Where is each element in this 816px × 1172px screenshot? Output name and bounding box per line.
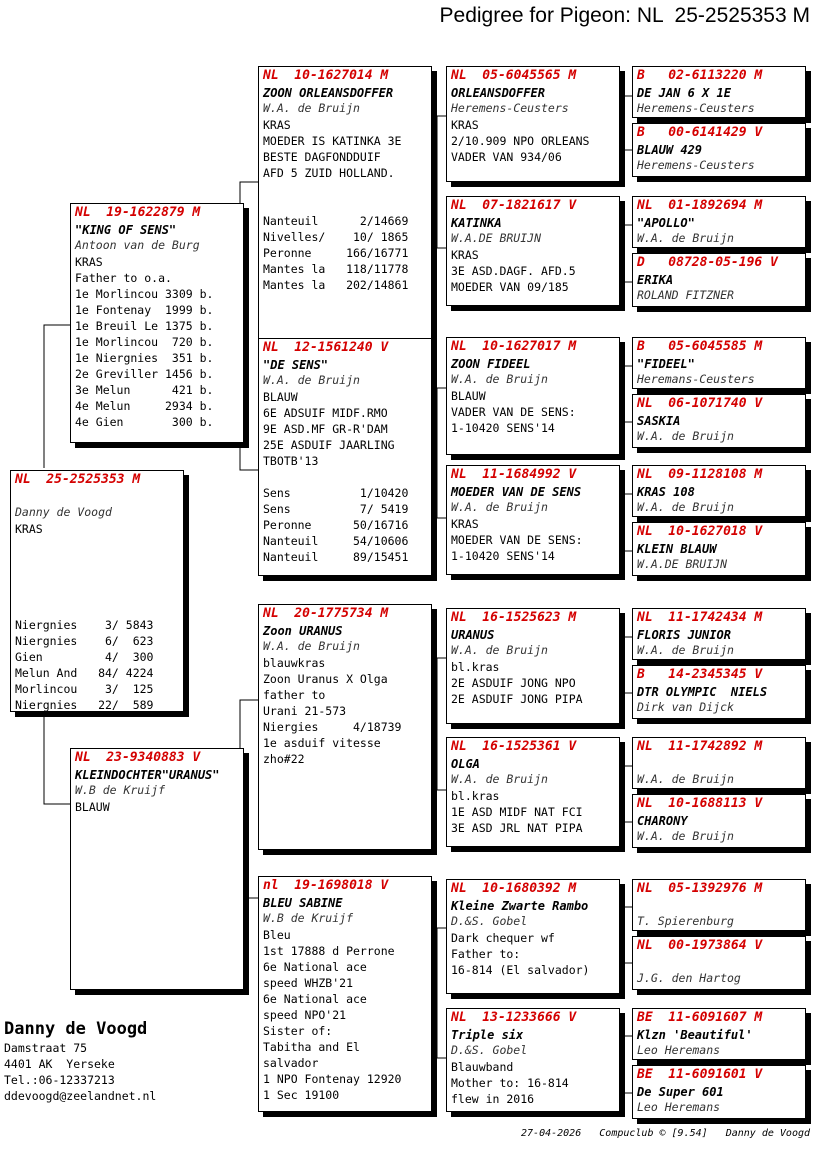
detail-line: AFD 5 ZUID HOLLAND. [263, 166, 395, 180]
breeder-name: Antoon van de Burg [75, 238, 200, 252]
detail-line: 6E ADSUIF MIDF.RMO [263, 406, 388, 420]
detail-line: bl.kras [451, 660, 500, 674]
ring-number: NL 00-1973864 V [637, 938, 763, 953]
pigeon-name: URANUS [451, 628, 495, 642]
ring-number: NL 10-1627014 M [263, 68, 389, 83]
pigeon-card-dssd [632, 665, 806, 719]
detail-line: 1e Niergnies 351 b. [75, 351, 214, 365]
pigeon-card-ssd [446, 196, 620, 306]
detail-line: 16-814 (El salvador) [451, 963, 590, 977]
detail-line: father to [263, 688, 326, 702]
breeder-name: W.A. de Bruijn [637, 231, 734, 245]
pigeon-card-dam [70, 748, 244, 990]
breeder-name: Heremens-Ceusters [637, 101, 755, 115]
detail-line: 25E ASDUIF JAARLING [263, 438, 395, 452]
detail-line [15, 537, 179, 553]
detail-line: 2E ASDUIF JONG NPO [451, 676, 576, 690]
detail-line: KRAS [15, 522, 43, 536]
breeder-name: Dirk van Dijck [637, 700, 734, 714]
pigeon-card-ddss [632, 879, 806, 931]
detail-line: 1-10420 SENS'14 [451, 549, 555, 563]
detail-line: 1E ASD MIDF NAT FCI [451, 805, 583, 819]
detail-line: Melun And 84/ 4224 [15, 666, 154, 680]
ring-number: D 08728-05-196 V [637, 255, 778, 270]
detail-line: BESTE DAGFONDDUIF [263, 150, 381, 164]
detail-line: 3e Melun 421 b. [75, 383, 214, 397]
pigeon-details [633, 715, 805, 717]
pigeon-details [447, 246, 619, 296]
detail-line: MOEDER VAN DE SENS: [451, 533, 583, 547]
pigeon-details [633, 658, 805, 660]
pigeon-card-dddd [632, 1065, 806, 1119]
pigeon-details [11, 520, 183, 712]
breeder-name: J.G. den Hartog [637, 971, 741, 985]
breeder-name: Heremens-Ceusters [451, 101, 569, 115]
pigeon-card-sdss [632, 337, 806, 389]
ring-number: NL 16-1525623 M [451, 610, 577, 625]
pigeon-card-sire [70, 203, 244, 443]
detail-line: 2e Greviller 1456 b. [75, 367, 214, 381]
detail-line: Sens 1/10420 [263, 486, 409, 500]
breeder-name: W.B de Kruijf [75, 783, 166, 797]
detail-line [15, 585, 179, 601]
breeder-name: Danny de Voogd [15, 505, 112, 519]
pigeon-details [633, 1115, 805, 1117]
pigeon-name: Zoon URANUS [263, 624, 343, 638]
detail-line: 1st 17888 d Perrone [263, 944, 395, 958]
detail-line: KRAS [451, 517, 479, 531]
detail-line: Blauwband [451, 1060, 514, 1074]
ring-number: B 02-6113220 M [637, 68, 763, 83]
pigeon-details [633, 986, 805, 988]
detail-line: speed WHZB'21 [263, 976, 354, 990]
detail-line: Nanteuil 89/15451 [263, 550, 409, 564]
pigeon-details [633, 515, 805, 517]
pigeon-details [633, 929, 805, 931]
detail-line: Father to o.a. [75, 271, 172, 285]
ring-number: NL 13-1233666 V [451, 1010, 577, 1025]
detail-line: 3E ASD JRL NAT PIPA [451, 821, 583, 835]
ring-number: nl 19-1698018 V [263, 878, 389, 893]
pigeon-details [633, 303, 805, 305]
ring-number: NL 10-1627018 V [637, 524, 763, 539]
detail-line: zho#22 [263, 752, 305, 766]
detail-line: MOEDER VAN 09/185 [451, 280, 569, 294]
detail-line: 1e Morlincou 720 b. [75, 335, 214, 349]
pigeon-card-dd [258, 876, 432, 1112]
detail-line: Zoon Uranus X Olga [263, 672, 388, 686]
pigeon-card-sssd [632, 123, 806, 177]
breeder-name: W.A. de Bruijn [263, 373, 360, 387]
pigeon-card-dsss [632, 608, 806, 660]
pigeon-card-dss [446, 608, 620, 724]
detail-line [15, 569, 179, 585]
detail-line: 4e Gien 300 b. [75, 415, 214, 429]
pigeon-name: CHARONY [637, 814, 688, 828]
pigeon-card-ds [258, 604, 432, 850]
detail-line: KRAS [263, 118, 291, 132]
detail-line: Mantes la 118/11778 [263, 262, 409, 276]
pigeon-name: ZOON FIDEEL [451, 357, 531, 371]
ring-number: NL 05-1392976 M [637, 881, 763, 896]
pigeon-card-sdsd [632, 394, 806, 448]
detail-line: VADER VAN 934/06 [451, 150, 562, 164]
owner-name: Danny de Voogd [4, 1019, 148, 1039]
detail-line: 6e National ace [263, 992, 367, 1006]
detail-line: Niergnies 22/ 589 [15, 698, 154, 712]
detail-line: Sens 7/ 5419 [263, 502, 409, 516]
ring-number: B 05-6045585 M [637, 339, 763, 354]
breeder-name: W.A. de Bruijn [451, 772, 548, 786]
pigeon-details [633, 173, 805, 175]
pigeon-details [633, 572, 805, 574]
breeder-name: Heremans-Ceusters [637, 372, 755, 386]
detail-line: 1 NPO Fontenay 12920 [263, 1072, 402, 1086]
detail-line: Niergies 4/18739 [263, 720, 402, 734]
pigeon-details [633, 387, 805, 389]
ring-number: NL 10-1688113 V [637, 796, 763, 811]
pigeon-name: SASKIA [637, 414, 681, 428]
breeder-name: W.A. de Bruijn [637, 643, 734, 657]
detail-line: 1e Fontenay 1999 b. [75, 303, 214, 317]
pigeon-card-sds [446, 337, 620, 455]
pigeon-card-ddds [632, 1008, 806, 1060]
ring-number: NL 25-2525353 M [15, 472, 141, 487]
breeder-name: W.A. de Bruijn [637, 429, 734, 443]
detail-line: speed NPO'21 [263, 1008, 347, 1022]
detail-line: Gien 4/ 300 [15, 650, 154, 664]
pigeon-name: "DE SENS" [263, 358, 329, 372]
pigeon-details [71, 798, 243, 816]
detail-line: Nanteuil 54/10606 [263, 534, 409, 548]
detail-line: Peronne 50/16716 [263, 518, 409, 532]
pigeon-name: OLGA [451, 757, 480, 771]
ring-number: NL 06-1071740 V [637, 396, 763, 411]
pigeon-card-dds [446, 879, 620, 994]
pigeon-details [447, 1058, 619, 1108]
breeder-name: D.&S. Gobel [451, 914, 528, 928]
pigeon-details [447, 929, 619, 979]
breeder-name: W.A. de Bruijn [263, 639, 360, 653]
detail-line: BLAUW [75, 800, 110, 814]
detail-line: Urani 21-573 [263, 704, 347, 718]
detail-line: Nanteuil 2/14669 [263, 214, 409, 228]
breeder-name: D.&S. Gobel [451, 1043, 528, 1057]
ring-number: NL 11-1742434 M [637, 610, 763, 625]
ring-number: NL 10-1680392 M [451, 881, 577, 896]
detail-line: 6e National ace [263, 960, 367, 974]
detail-line: 9E ASD.MF GR-R'DAM [263, 422, 388, 436]
ring-number: NL 05-6045565 M [451, 68, 577, 83]
pigeon-card-ddd [446, 1008, 620, 1112]
pigeon-name: ZOON ORLEANSDOFFER [263, 86, 394, 100]
pigeon-name: KLEIN BLAUW [637, 542, 717, 556]
pigeon-details [633, 246, 805, 248]
pigeon-name: Kleine Zwarte Rambo [451, 899, 589, 913]
pigeon-card-sss [446, 66, 620, 182]
ring-number: B 00-6141429 V [637, 125, 763, 140]
pigeon-details [447, 116, 619, 166]
detail-line: Sister of: [263, 1024, 333, 1038]
pigeon-details [259, 654, 431, 768]
pigeon-name [11, 489, 183, 504]
ring-number: BE 11-6091601 V [637, 1067, 763, 1082]
breeder-name: W.B de Kruijf [263, 911, 354, 925]
owner-address: Damstraat 75 [4, 1041, 88, 1055]
pigeon-details [447, 387, 619, 437]
pigeon-card-sddd [632, 522, 806, 576]
pigeon-name [633, 898, 805, 913]
footer-print-info: 27-04-2026 Compuclub © [9.54] Danny de Voogd [521, 1128, 810, 1139]
pigeon-card-ssss [632, 66, 806, 118]
pigeon-card-dsd [446, 737, 620, 847]
detail-line: VADER VAN DE SENS: [451, 405, 576, 419]
owner-phone: Tel.:06-12337213 [4, 1073, 115, 1087]
detail-line: Tabitha and El [263, 1040, 360, 1054]
detail-line: Bleu [263, 928, 291, 942]
detail-line [263, 469, 427, 485]
ring-number: NL 16-1525361 V [451, 739, 577, 754]
pigeon-details [633, 116, 805, 118]
pigeon-card-ssdd [632, 253, 806, 307]
detail-line: salvador [263, 1056, 319, 1070]
owner-city: 4401 AK Yerseke [4, 1057, 115, 1071]
breeder-name: Heremens-Ceusters [637, 158, 755, 172]
detail-line [15, 553, 179, 569]
breeder-name: W.A. de Bruijn [637, 500, 734, 514]
detail-line: Dark chequer wf [451, 931, 555, 945]
detail-line: Mother to: 16-814 [451, 1076, 569, 1090]
owner-block [4, 1018, 156, 1104]
pigeon-card-ddsd [632, 936, 806, 990]
pigeon-details [633, 444, 805, 446]
pigeon-details [259, 388, 431, 566]
detail-line [263, 197, 427, 213]
breeder-name: W.A. de Bruijn [451, 500, 548, 514]
ring-number: NL 20-1775734 M [263, 606, 389, 621]
detail-line: blauwkras [263, 656, 326, 670]
pigeon-name: Triple six [451, 1028, 524, 1042]
detail-line: Nivelles/ 10/ 1865 [263, 230, 409, 244]
ring-number: NL 09-1128108 M [637, 467, 763, 482]
breeder-name: W.A. de Bruijn [451, 643, 548, 657]
pigeon-name: "FIDEEL" [637, 357, 695, 371]
pigeon-details [259, 116, 431, 294]
detail-line: 4e Melun 2934 b. [75, 399, 214, 413]
detail-line: 2E ASDUIF JONG PIPA [451, 692, 583, 706]
detail-line: bl.kras [451, 789, 500, 803]
pigeon-name: BLAUW 429 [637, 143, 703, 157]
detail-line: 2/10.909 NPO ORLEANS [451, 134, 590, 148]
breeder-name: Leo Heremans [637, 1043, 721, 1057]
breeder-name: ROLAND FITZNER [637, 288, 734, 302]
detail-line: Morlincou 3/ 125 [15, 682, 154, 696]
breeder-name: W.A.DE BRUIJN [451, 231, 542, 245]
ring-number: NL 11-1684992 V [451, 467, 577, 482]
pigeon-name [633, 955, 805, 970]
pigeon-name: BLEU SABINE [263, 896, 343, 910]
ring-number: NL 11-1742892 M [637, 739, 763, 754]
breeder-name: T. Spierenburg [637, 914, 734, 928]
ring-number: NL 07-1821617 V [451, 198, 577, 213]
pigeon-card-dsds [632, 737, 806, 789]
detail-line: 3E ASD.DAGF. AFD.5 [451, 264, 576, 278]
detail-line: 1e Morlincou 3309 b. [75, 287, 214, 301]
pigeon-name: "KING OF SENS" [75, 223, 177, 237]
detail-line [15, 601, 179, 617]
ring-number: NL 12-1561240 V [263, 340, 389, 355]
detail-line: flew in 2016 [451, 1092, 535, 1106]
detail-line: 1e asduif vitesse [263, 736, 381, 750]
pigeon-details [633, 1058, 805, 1060]
pigeon-details [447, 515, 619, 565]
pigeon-name: MOEDER VAN DE SENS [451, 485, 582, 499]
breeder-name: W.A. de Bruijn [637, 829, 734, 843]
breeder-name: W.A. de Bruijn [637, 772, 734, 786]
pigeon-name: FLORIS JUNIOR [637, 628, 731, 642]
pigeon-details [71, 253, 243, 431]
detail-line: 1e Breuil Le 1375 b. [75, 319, 214, 333]
ring-number: NL 23-9340883 V [75, 750, 201, 765]
detail-line: KRAS [451, 248, 479, 262]
detail-line: 1-10420 SENS'14 [451, 421, 555, 435]
pigeon-details [633, 844, 805, 846]
pigeon-name: KRAS 108 [637, 485, 695, 499]
detail-line: MOEDER IS KATINKA 3E [263, 134, 402, 148]
detail-line: Peronne 166/16771 [263, 246, 409, 260]
ring-number: NL 01-1892694 M [637, 198, 763, 213]
detail-line: KRAS [75, 255, 103, 269]
breeder-name: W.A. de Bruijn [451, 372, 548, 386]
pigeon-name: ERIKA [637, 273, 674, 287]
detail-line: 1 Sec 19100 [263, 1088, 340, 1102]
ring-number: NL 19-1622879 M [75, 205, 201, 220]
pigeon-details [447, 658, 619, 708]
pigeon-card-sdds [632, 465, 806, 517]
detail-line: BLAUW [451, 389, 486, 403]
pigeon-name: ORLEANSDOFFER [451, 86, 545, 100]
pigeon-name: "APOLLO" [637, 216, 695, 230]
pigeon-name: DE JAN 6 X 1E [637, 86, 731, 100]
detail-line: BLAUW [263, 390, 298, 404]
detail-line [263, 181, 427, 197]
pigeon-name: KLEINDOCHTER"URANUS" [75, 768, 220, 782]
detail-line: Mantes la 202/14861 [263, 278, 409, 292]
ring-number: BE 11-6091607 M [637, 1010, 763, 1025]
pigeon-details [633, 787, 805, 789]
pigeon-card-sdd [446, 465, 620, 575]
pigeon-name [633, 756, 805, 771]
detail-line: Father to: [451, 947, 521, 961]
detail-line: Niergnies 6/ 623 [15, 634, 154, 648]
pigeon-name: Klzn 'Beautiful' [637, 1028, 753, 1042]
detail-line: KRAS [451, 118, 479, 132]
ring-number: B 14-2345345 V [637, 667, 763, 682]
pigeon-card-sd [258, 338, 432, 576]
pigeon-card-dsdd [632, 794, 806, 848]
page-title: Pedigree for Pigeon: NL 25-2525353 M [439, 4, 810, 27]
pigeon-name: KATINKA [451, 216, 502, 230]
owner-email: ddevoogd@zeelandnet.nl [4, 1089, 157, 1103]
breeder-name: Leo Heremans [637, 1100, 721, 1114]
breeder-name: W.A. de Bruijn [263, 101, 360, 115]
pigeon-name: DTR OLYMPIC NIELS [637, 685, 768, 699]
pigeon-name: De Super 601 [637, 1085, 724, 1099]
pigeon-details [259, 926, 431, 1104]
pigeon-details [447, 787, 619, 837]
ring-number: NL 10-1627017 M [451, 339, 577, 354]
breeder-name: W.A.DE BRUIJN [637, 557, 728, 571]
pigeon-card-subject [10, 470, 184, 712]
pigeon-card-ssds [632, 196, 806, 248]
detail-line: Niergnies 3/ 5843 [15, 618, 154, 632]
detail-line: TBOTB'13 [263, 454, 319, 468]
